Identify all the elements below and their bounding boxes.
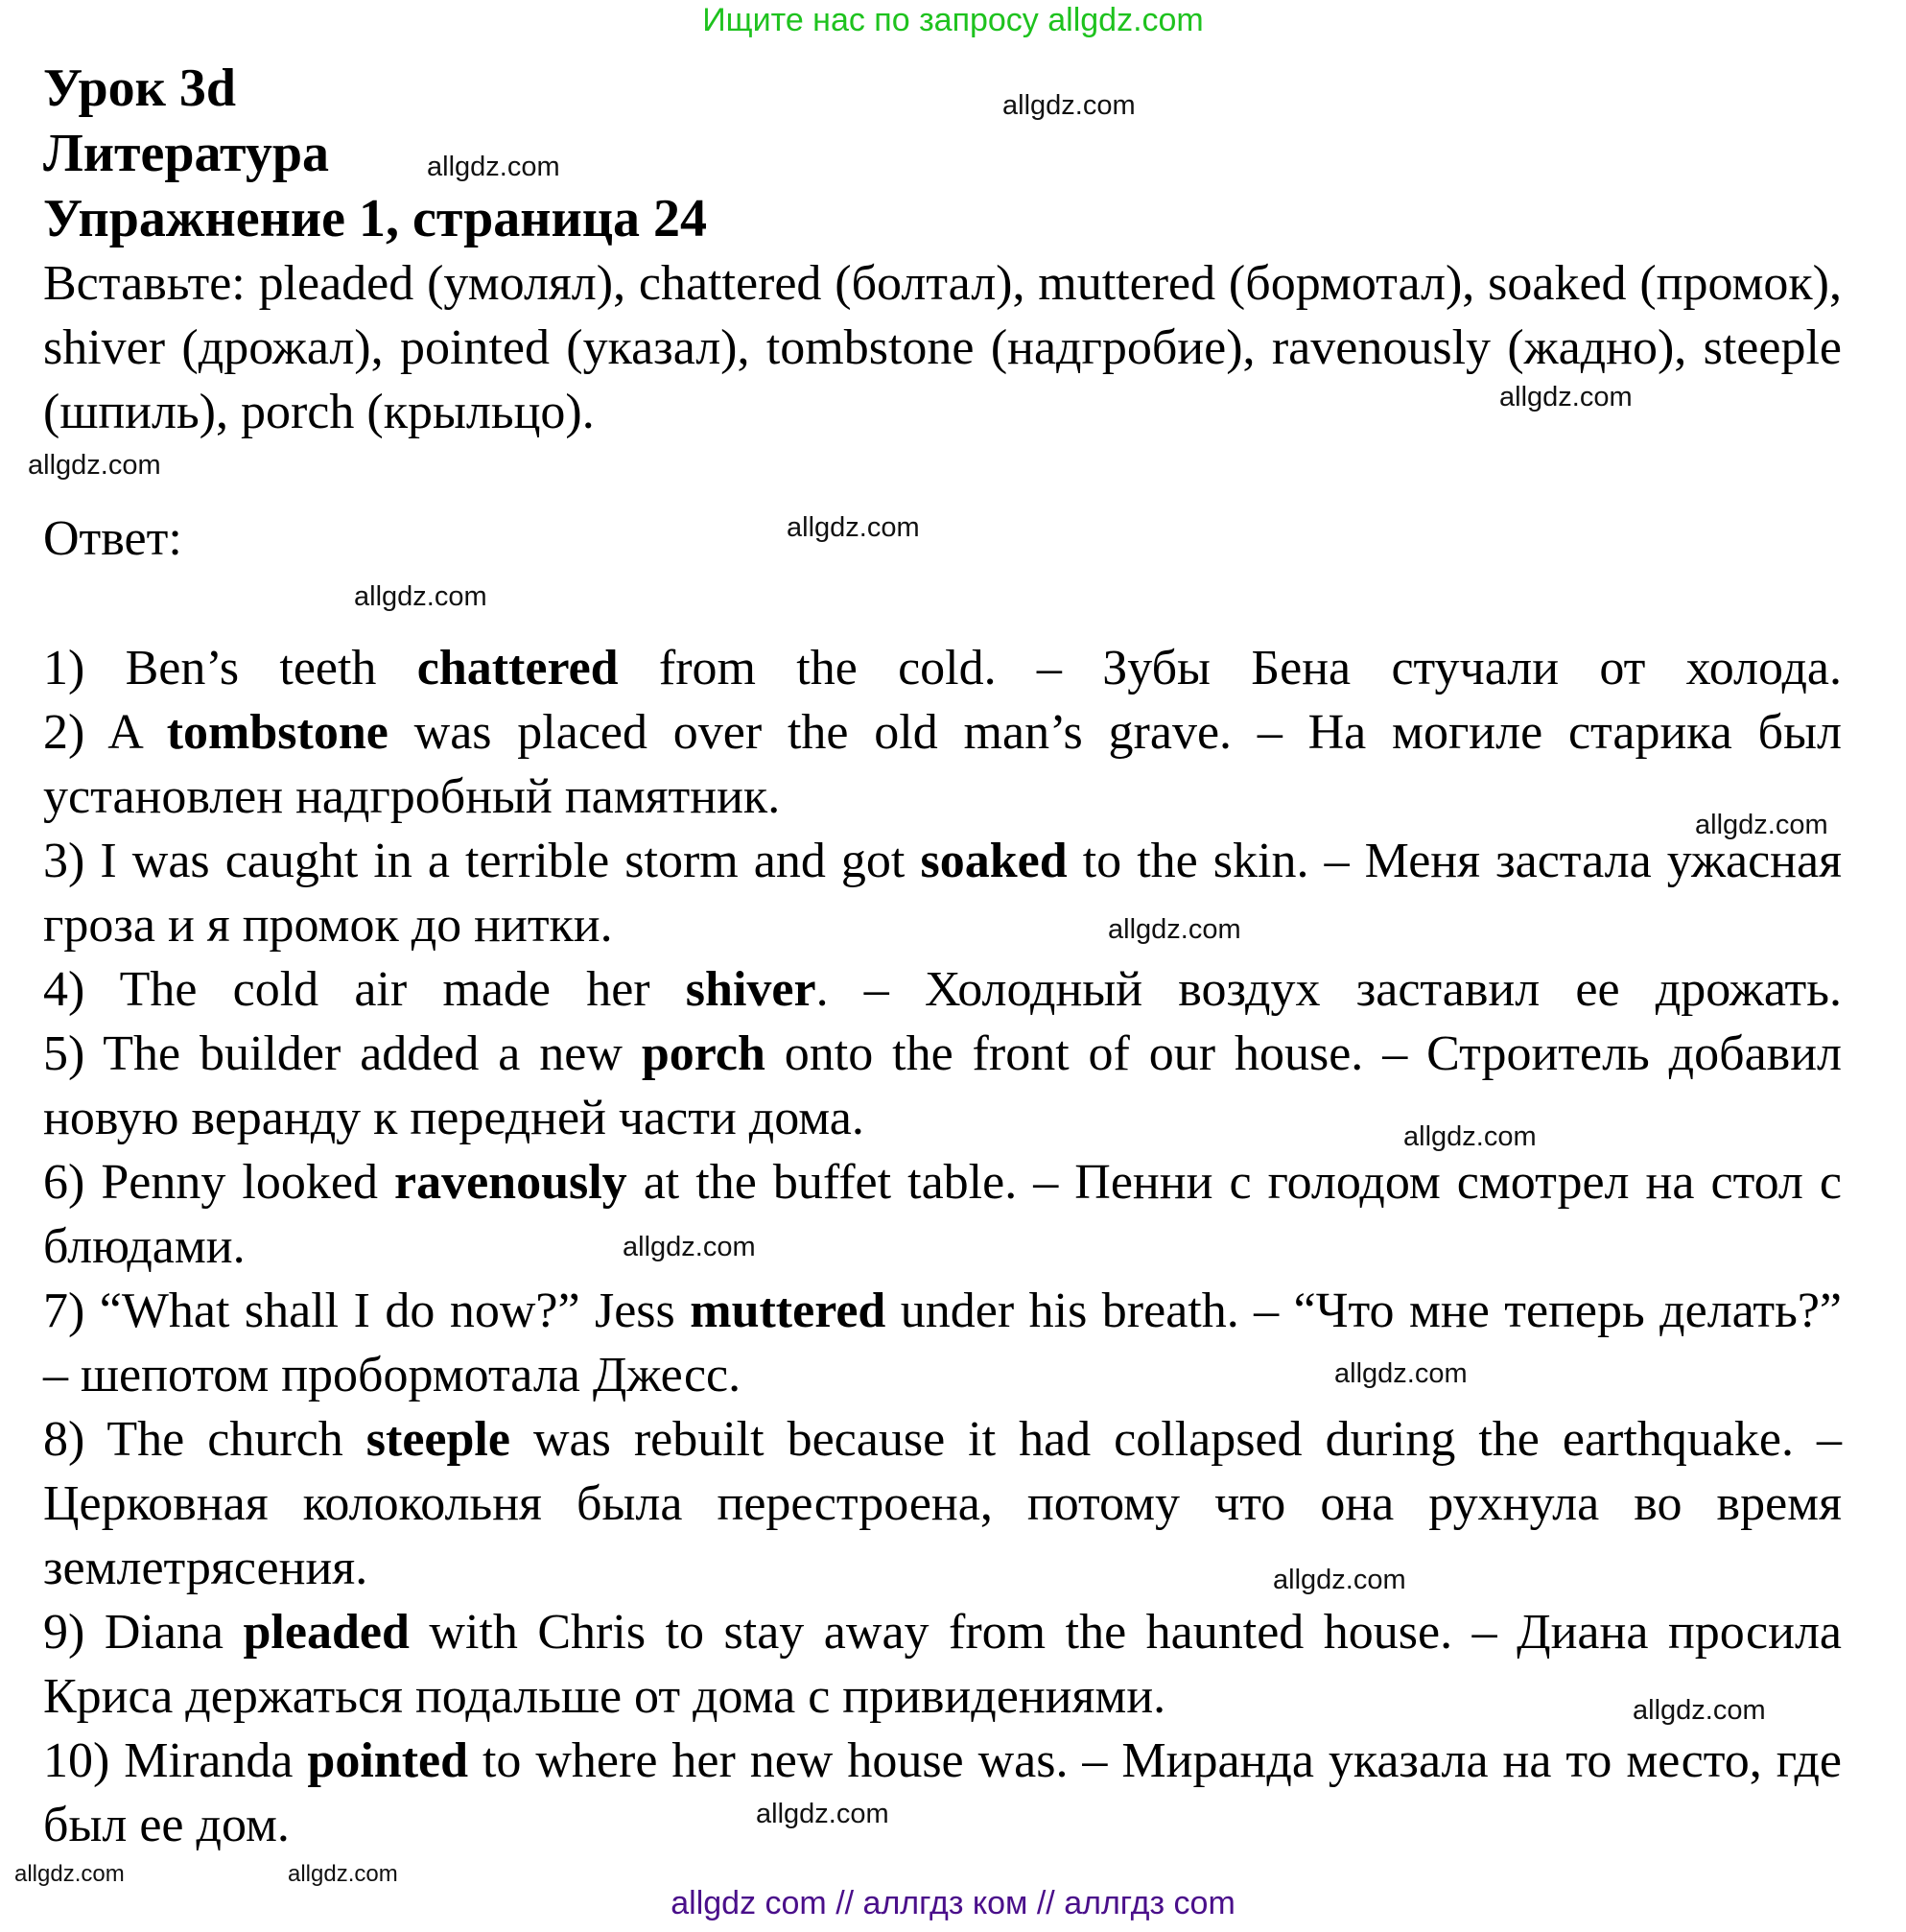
answer-text: 9) Diana xyxy=(43,1605,244,1660)
watermark: allgdz.com xyxy=(354,581,487,612)
answer-word: pointed xyxy=(307,1733,469,1788)
answer-text: 5) The builder added a new xyxy=(43,1026,642,1081)
answer-item xyxy=(43,829,1842,957)
answer-text: 1) Ben’s teeth xyxy=(43,641,417,695)
answer-text: 7) “What shall I do now?” Jess xyxy=(43,1284,691,1338)
answer-text: 10) Miranda xyxy=(43,1733,308,1788)
watermark: allgdz.com xyxy=(787,512,920,543)
answer-item xyxy=(43,636,1842,700)
answer-item xyxy=(43,1279,1842,1407)
watermark: allgdz.com xyxy=(1108,914,1241,945)
watermark: allgdz.com xyxy=(427,152,560,182)
answer-text: to the skin. – Меня застала ужасная гроза и я промок до нитки. xyxy=(43,834,1843,953)
answer-text: 6) Penny looked xyxy=(43,1155,394,1210)
answer-item xyxy=(43,700,1842,829)
answer-text: 2) A xyxy=(43,705,167,760)
answer-item xyxy=(43,1729,1842,1857)
watermark: allgdz.com xyxy=(1403,1121,1537,1152)
answer-word: tombstone xyxy=(166,705,388,760)
watermark: allgdz.com xyxy=(288,1861,398,1887)
answer-text: . – Холодный воздух заставил ее дрожать. xyxy=(815,962,1842,1017)
exercise-title: Упражнение 1, страница 24 xyxy=(43,189,708,248)
answer-word: shiver xyxy=(685,962,816,1017)
watermark: allgdz.com xyxy=(14,1861,125,1887)
answer-item xyxy=(43,1022,1842,1150)
bottom-banner: allgdz com // аллгдз ком // аллгдз com xyxy=(671,1885,1235,1921)
answer-text: was rebuilt because it had collapsed during the earthquake. – Церковная колокольня была перестроена, потому что она рухнула во время землетрясения. xyxy=(43,1412,1843,1595)
watermark: allgdz.com xyxy=(1002,90,1136,121)
task-text: Вставьте: pleaded (умолял), chattered (болтал), muttered (бормотал), soaked (промок), shiver (дрожал), pointed (указал), tombstone (надгробие), ravenously (жадно), steeple (шпиль), porch (крыльцо). xyxy=(43,256,1842,439)
answer-text: was placed over the old man’s grave. – На могиле старика был установлен надгробный памятник. xyxy=(43,705,1842,824)
answer-item xyxy=(43,957,1842,1022)
answer-word: ravenously xyxy=(393,1155,627,1210)
watermark: allgdz.com xyxy=(28,450,161,481)
top-banner: Ищите нас по запросу allgdz.com xyxy=(702,2,1204,38)
watermark: allgdz.com xyxy=(1633,1695,1766,1726)
lesson-title: Урок 3d xyxy=(43,59,237,118)
answer-text: under his breath. – “Что мне теперь делать?” – шепотом пробормотала Джесс. xyxy=(43,1284,1842,1402)
watermark: allgdz.com xyxy=(623,1232,756,1262)
answer-text: 3) I was caught in a terrible storm and got xyxy=(43,834,921,888)
watermark: allgdz.com xyxy=(1273,1565,1406,1595)
answer-text: from the cold. – Зубы Бена стучали от холода. xyxy=(618,641,1842,695)
answer-word: soaked xyxy=(920,834,1068,888)
answer-item xyxy=(43,1407,1842,1600)
answer-word: pleaded xyxy=(243,1605,410,1660)
answer-text: to where her new house was. – Миранда указала на то место, где был ее дом. xyxy=(43,1733,1842,1852)
answer-label: Ответ: xyxy=(43,511,182,566)
watermark: allgdz.com xyxy=(1499,382,1633,412)
answer-text: 4) The cold air made her xyxy=(43,962,686,1017)
answer-word: steeple xyxy=(365,1412,510,1467)
watermark: allgdz.com xyxy=(1334,1358,1468,1389)
answer-text: with Chris to stay away from the haunted house. – Диана просила Криса держаться подальше от дома с привидениями. xyxy=(43,1605,1842,1724)
answers-list xyxy=(43,636,1842,1857)
answer-text: at the buffet table. – Пенни с голодом смотрел на стол с блюдами. xyxy=(43,1155,1842,1274)
answer-text: 8) The church xyxy=(43,1412,366,1467)
watermark: allgdz.com xyxy=(756,1799,889,1829)
answer-word: porch xyxy=(641,1026,765,1081)
section-title: Литература xyxy=(43,124,329,183)
answer-text: onto the front of our house. – Строитель добавил новую веранду к передней части дома. xyxy=(43,1026,1842,1145)
headings xyxy=(43,56,707,251)
watermark: allgdz.com xyxy=(1695,810,1828,840)
answer-item xyxy=(43,1150,1842,1279)
answer-word: muttered xyxy=(690,1284,886,1338)
answer-word: chattered xyxy=(416,641,619,695)
answer-item xyxy=(43,1600,1842,1729)
